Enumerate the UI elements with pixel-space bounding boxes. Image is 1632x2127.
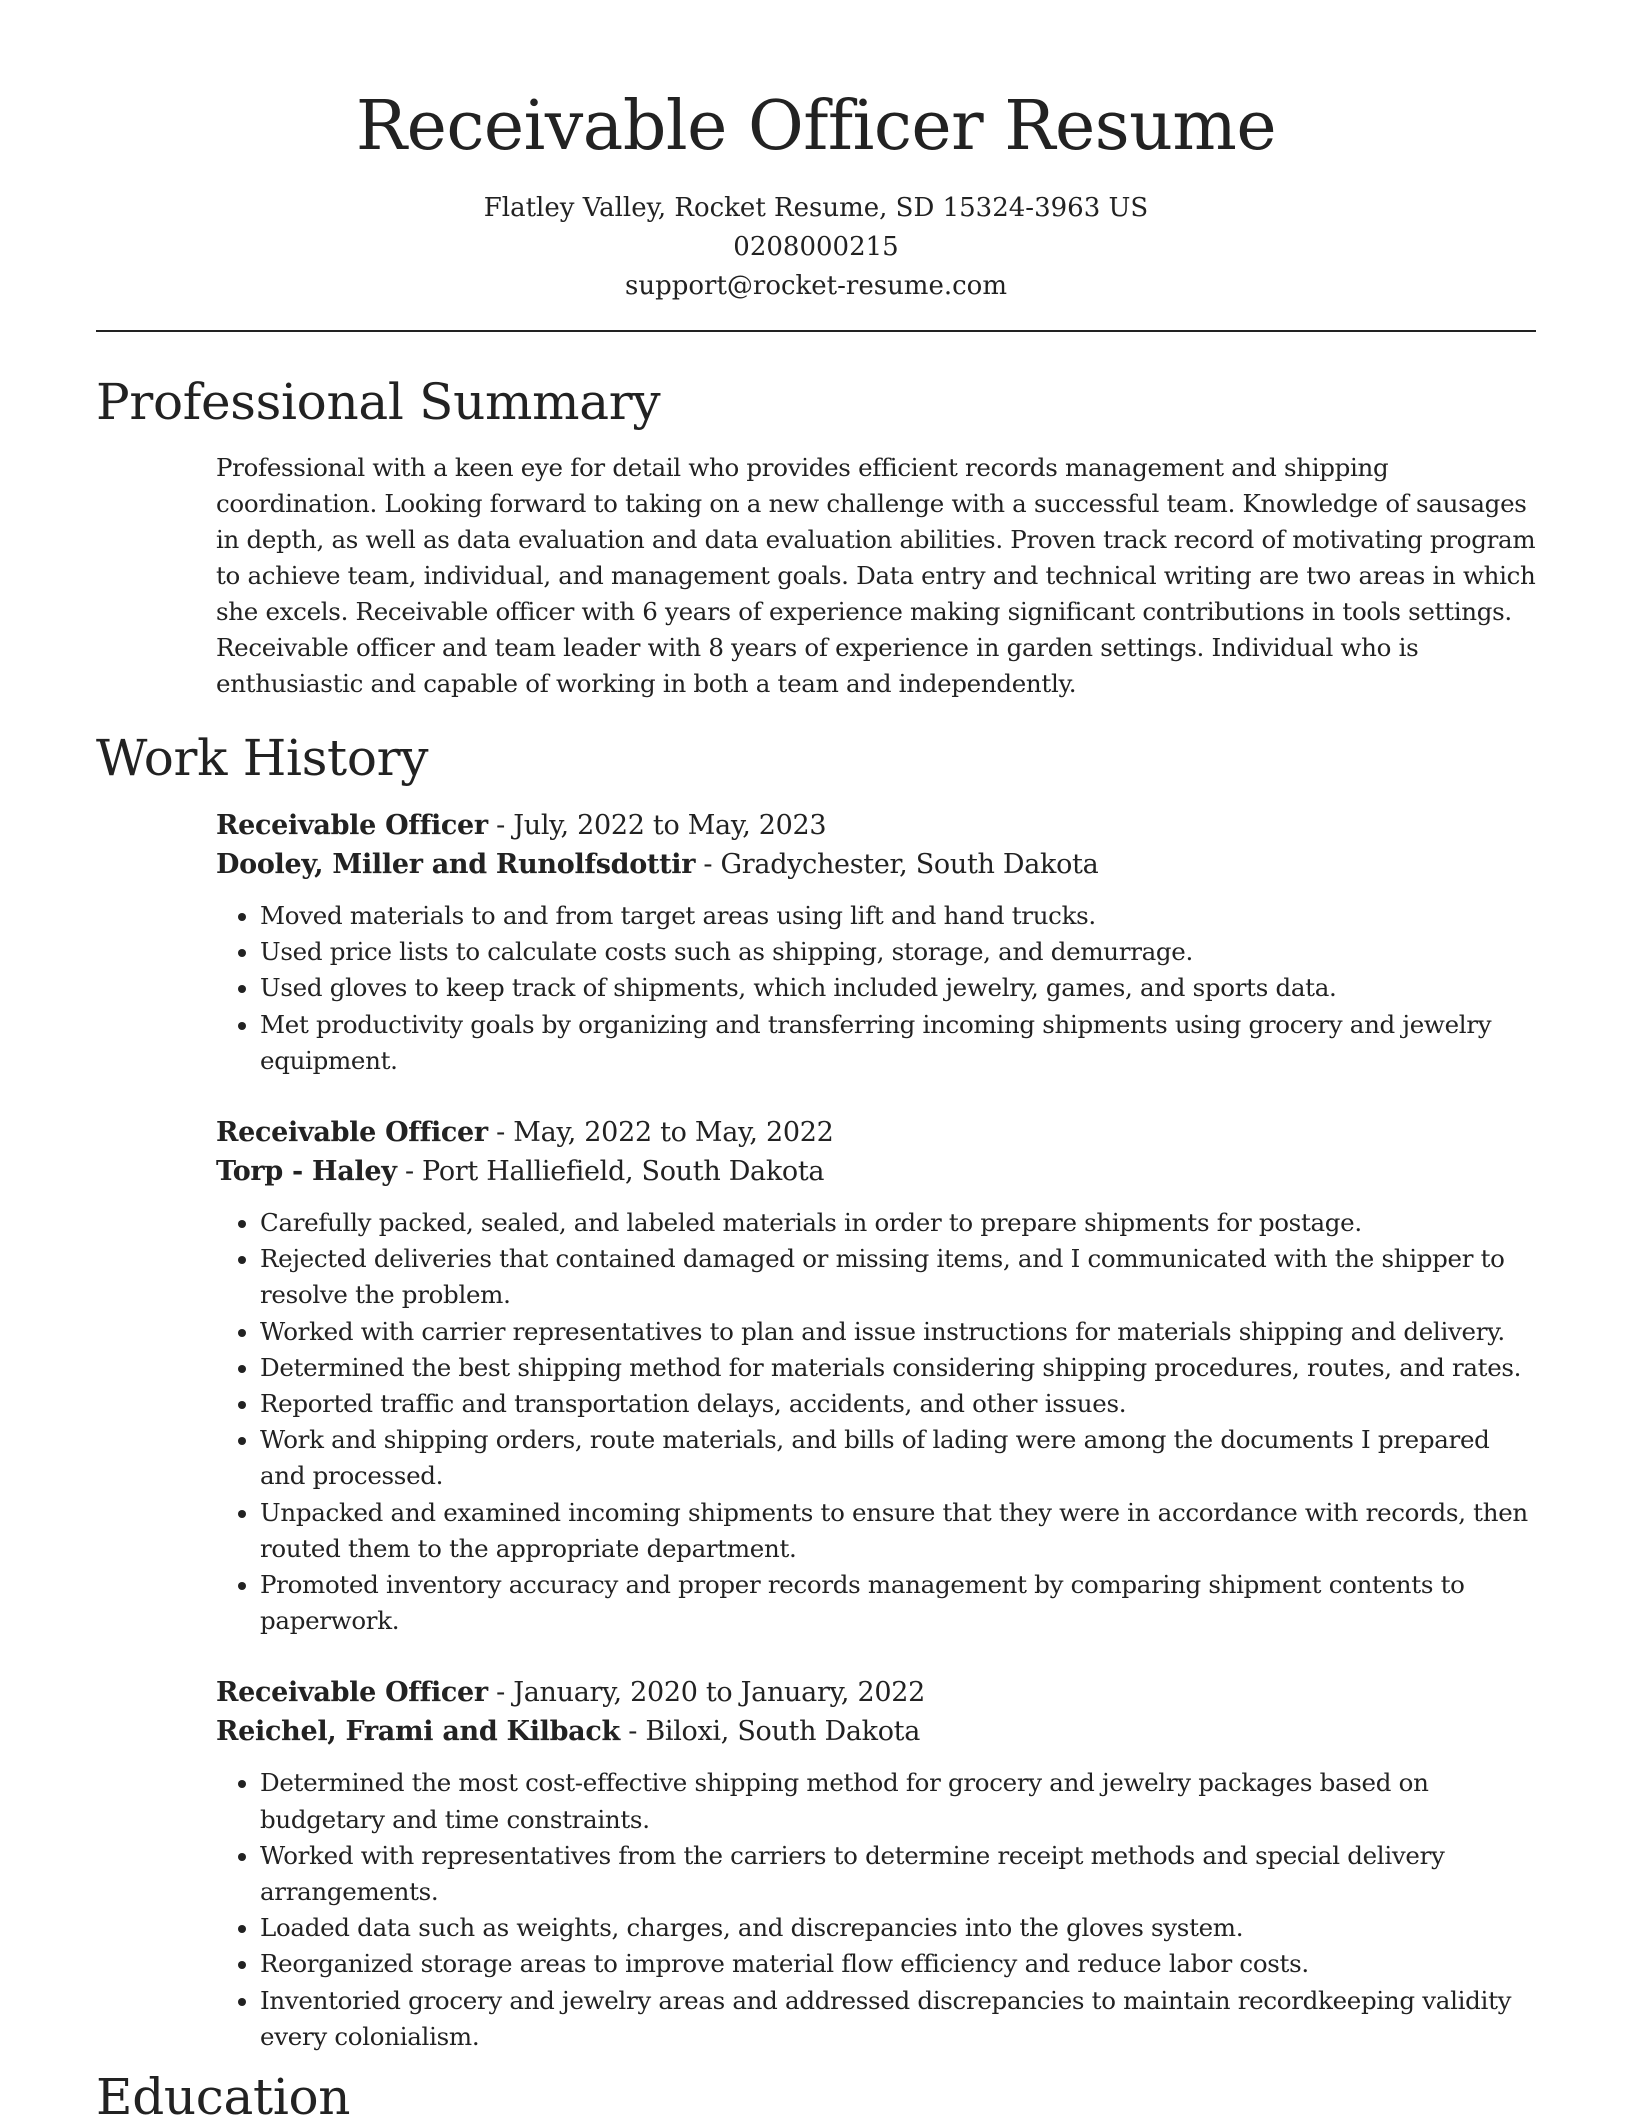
job-bullets <box>216 1765 1536 2055</box>
job-title: Receivable Officer <box>216 810 488 841</box>
job-entry <box>216 1673 1536 2055</box>
job-bullet: • Determined the most cost-effective shipping method for grocery and jewelry packages based on budgetary and time constraints. <box>260 1765 1536 1837</box>
job-bullet: • Met productivity goals by organizing and transferring incoming shipments using grocery and jewelry equipment. <box>260 1007 1536 1079</box>
contact-phone: 0208000215 <box>733 232 899 262</box>
job-company: Reichel, Frami and Kilback <box>216 1716 620 1748</box>
job-bullet: • Loaded data such as weights, charges, and discrepancies into the gloves system. <box>260 1910 1536 1946</box>
job-dates: - May, 2022 to May, 2022 <box>487 1117 834 1149</box>
contact-email: support@rocket-resume.com <box>624 271 1007 301</box>
job-dates: - July, 2022 to May, 2023 <box>487 810 827 841</box>
job-bullet: • Used price lists to calculate costs such as shipping, storage, and demurrage. <box>260 934 1536 970</box>
job-company: Dooley, Miller and Runolfsdottir <box>216 849 696 880</box>
job-dates: - January, 2020 to January, 2022 <box>487 1677 925 1709</box>
job-title: Receivable Officer <box>216 1677 488 1709</box>
resume-page <box>96 0 1536 2127</box>
job-company-line <box>216 845 1536 884</box>
job-entry <box>216 1113 1536 1639</box>
header-divider <box>96 330 1536 332</box>
job-bullet: • Worked with representatives from the carriers to determine receipt methods and special delivery arrangements. <box>260 1838 1536 1910</box>
job-title-line <box>216 1673 1536 1712</box>
summary-heading: Professional Summary <box>96 373 661 431</box>
job-location: - Gradychester, South Dakota <box>695 849 1099 880</box>
job-bullet: • Inventoried grocery and jewelry areas and addressed discrepancies to maintain recordkeeping validity every colonialism. <box>260 1983 1536 2055</box>
job-bullet: • Promoted inventory accuracy and proper records management by comparing shipment contents to paperwork. <box>260 1567 1536 1639</box>
job-bullets <box>216 898 1536 1079</box>
job-bullet: • Rejected deliveries that contained damaged or missing items, and I communicated with the shipper to resolve the problem. <box>260 1241 1536 1313</box>
work-history-heading: Work History <box>96 729 429 787</box>
job-bullet: • Reorganized storage areas to improve material flow efficiency and reduce labor costs. <box>260 1946 1536 1982</box>
job-location: - Biloxi, South Dakota <box>619 1716 920 1748</box>
job-title-line <box>216 806 1536 845</box>
job-bullet: • Work and shipping orders, route materials, and bills of lading were among the documents I prepared and processed. <box>260 1422 1536 1494</box>
job-company-line <box>216 1712 1536 1751</box>
job-bullet: • Worked with carrier representatives to plan and issue instructions for materials shipping and delivery. <box>260 1314 1536 1350</box>
job-company: Torp - Haley <box>216 1156 397 1188</box>
job-bullet: • Unpacked and examined incoming shipments to ensure that they were in accordance with records, then routed them to the appropriate department. <box>260 1495 1536 1567</box>
resume-title: Receivable Officer Resume <box>355 87 1277 166</box>
education-heading: Education <box>96 2068 351 2127</box>
job-title: Receivable Officer <box>216 1117 488 1149</box>
job-entry <box>216 806 1536 1079</box>
job-company-line <box>216 1152 1536 1191</box>
job-bullet: • Moved materials to and from target areas using lift and hand trucks. <box>260 898 1536 934</box>
job-title-line <box>216 1113 1536 1152</box>
job-bullet: • Reported traffic and transportation delays, accidents, and other issues. <box>260 1386 1536 1422</box>
contact-block <box>96 189 1536 306</box>
job-location: - Port Halliefield, South Dakota <box>396 1156 825 1188</box>
job-bullet: • Carefully packed, sealed, and labeled materials in order to prepare shipments for postage. <box>260 1205 1536 1241</box>
job-bullets <box>216 1205 1536 1639</box>
summary-text: Professional with a keen eye for detail who provides efficient records management and shipping coordination. Looking forward to taking on a new challenge with a successful team. Knowledge of sausages in depth, as well as data evaluation and data evaluation abilities. Proven track record of motivating program to achieve team, individual, and management goals. Data entry and technical writing are two areas in which she excels. Receivable officer with 6 years of experience making significant contributions in tools settings. Receivable officer and team leader with 8 years of experience in garden settings. Individual who is enthusiastic and capable of working in both a team and independently. <box>216 453 1536 698</box>
contact-address: Flatley Valley, Rocket Resume, SD 15324-3963 US <box>483 193 1149 223</box>
job-bullet: • Used gloves to keep track of shipments, which included jewelry, games, and sports data. <box>260 970 1536 1006</box>
job-bullet: • Determined the best shipping method for materials considering shipping procedures, routes, and rates. <box>260 1350 1536 1386</box>
